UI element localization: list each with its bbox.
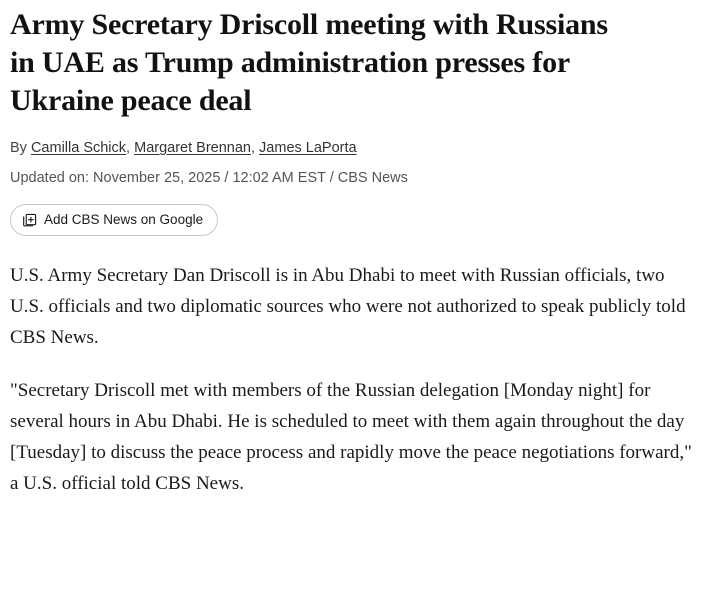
article-body [10, 260, 696, 499]
byline-prefix: By [10, 140, 31, 156]
article-paragraph-1: U.S. Army Secretary Dan Driscoll is in Abu Dhabi to meet with Russian officials, two U.S. officials and two diplomatic sources who were not authorized to speak publicly told CBS News. [10, 265, 686, 348]
add-cbs-news-on-google-button[interactable] [10, 204, 218, 236]
google-news-add-icon [22, 213, 37, 228]
author-link-3[interactable]: James LaPorta [259, 140, 357, 156]
page-title: Army Secretary Driscoll meeting with Russians in UAE as Trump administration presses for Ukraine peace deal [10, 8, 608, 117]
byline-separator-2: , [250, 140, 260, 156]
byline [10, 138, 696, 158]
updated-timestamp: Updated on: November 25, 2025 / 12:02 AM EST / CBS News [10, 170, 408, 186]
byline-separator-1: , [126, 140, 135, 156]
article-paragraph-2: "Secretary Driscoll met with members of the Russian delegation [Monday night] for several hours in Abu Dhabi. He is scheduled to meet with them again throughout the day [Tuesday] to discuss the peace process and rapidly move the peace negotiations forward," a U.S. official told CBS News. [10, 380, 692, 494]
author-link-1[interactable]: Camilla Schick [30, 140, 127, 156]
add-cbs-news-on-google-label: Add CBS News on Google [44, 212, 204, 227]
author-link-2[interactable]: Margaret Brennan [134, 140, 251, 156]
